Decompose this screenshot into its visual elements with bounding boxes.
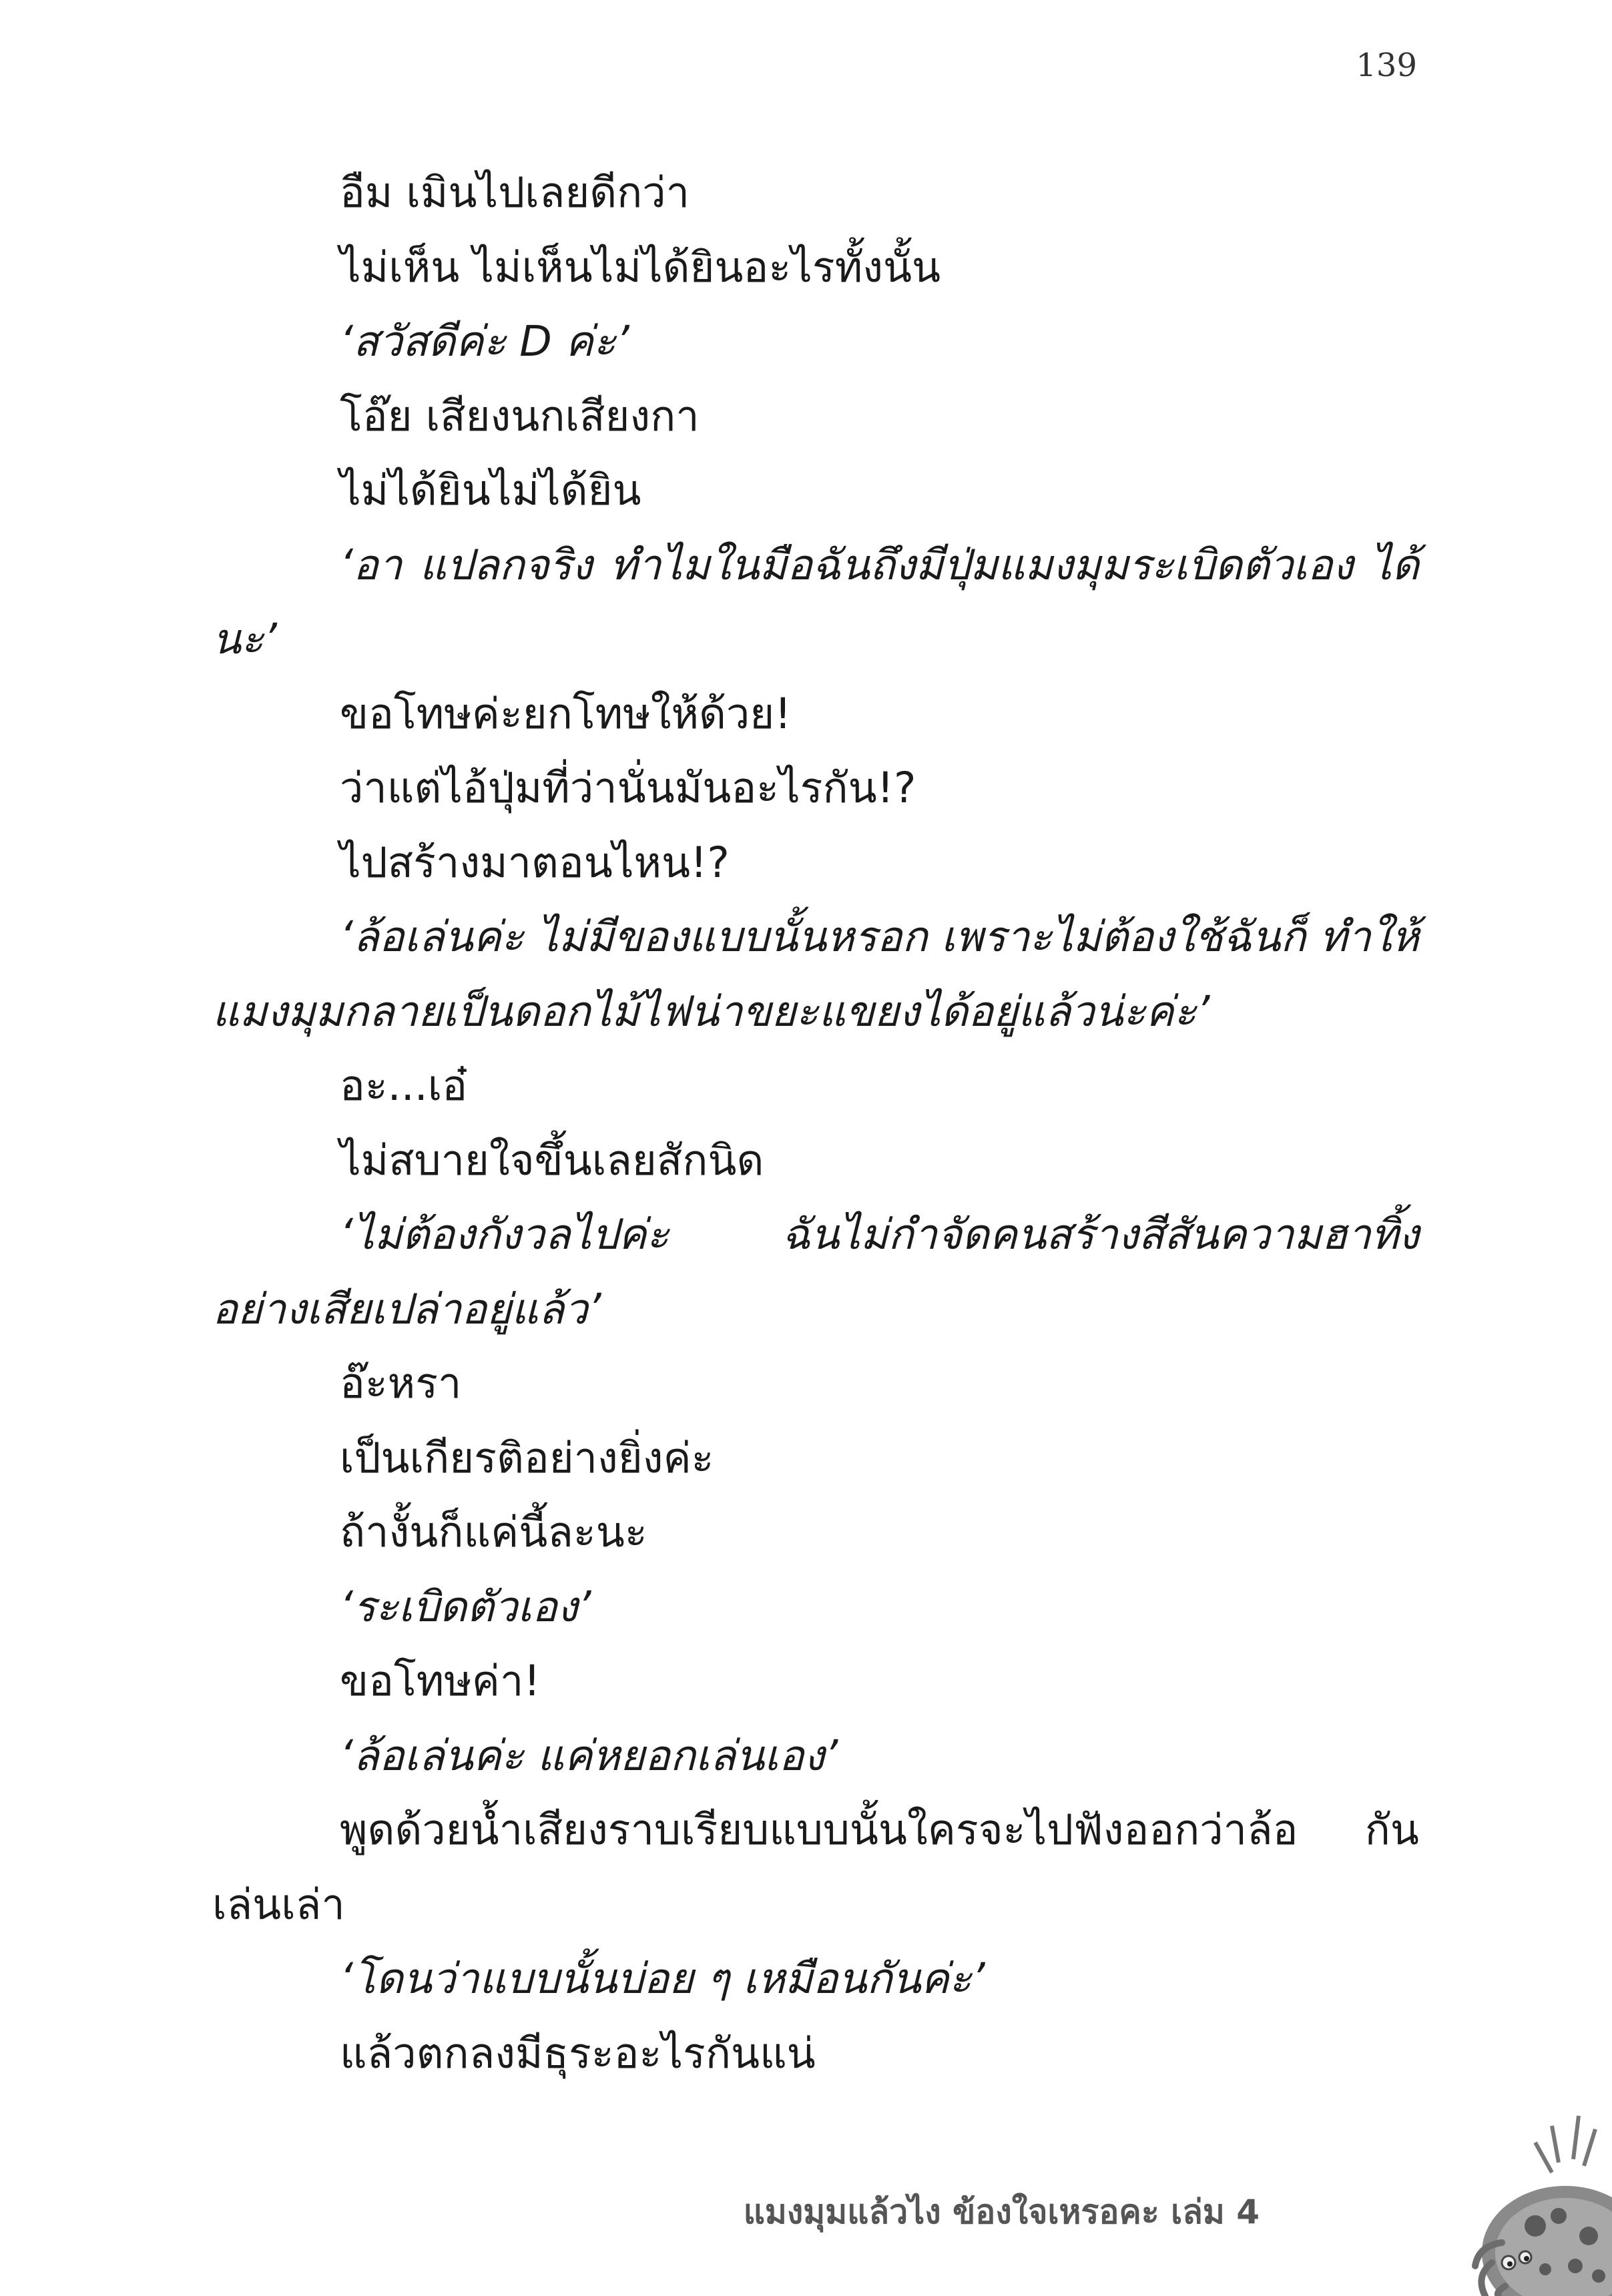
paragraph: ‘โดนว่าแบบนั้นบ่อย ๆ เหมือนกันค่ะ’ (340, 1954, 985, 2003)
paragraph: ถ้างั้นก็แค่นี้ละนะ (340, 1508, 647, 1556)
paragraph: ว่าแต่ไอ้ปุ่มที่ว่านั่นมันอะไรกัน!? (340, 764, 916, 812)
paragraph: อะ...เอ๋ (340, 1061, 468, 1110)
paragraph: ‘อา แปลกจริง ทำไมในมือฉันถึงมีปุ่มแมงมุมระเบิดตัวเอง ได้นะ’ (212, 540, 1419, 663)
body-text (212, 156, 1419, 2090)
paragraph: ‘ล้อเล่นค่ะ แค่หยอกเล่นเอง’ (340, 1731, 838, 1780)
spider-mascot-icon (1358, 2109, 1612, 2296)
footer-title: แมงมุมแล้วไง ข้องใจเหรอคะ เล่ม 4 (743, 2193, 1260, 2231)
paragraph: อ๊ะหรา (340, 1359, 462, 1408)
page-number: 139 (1356, 47, 1417, 84)
paragraph: อืม เมินไปเลยดีกว่า (340, 168, 690, 217)
paragraph: ไม่สบายใจขึ้นเลยสักนิด (340, 1135, 764, 1185)
paragraph: ขอโทษค่า! (340, 1657, 541, 1705)
paragraph: ไปสร้างมาตอนไหน!? (340, 838, 730, 887)
paragraph: แล้วตกลงมีธุระอะไรกันแน่ (340, 2028, 816, 2078)
paragraph: พูดด้วยน้ำเสียงราบเรียบแบบนั้นใครจะไปฟังออกว่าล้อ กันเล่นเล่า (212, 1805, 1419, 1929)
paragraph: โอ๊ย เสียงนกเสียงกา (340, 391, 700, 441)
paragraph: ไม่ได้ยินไม่ได้ยิน (340, 466, 641, 515)
paragraph: ‘ระเบิดตัวเอง’ (340, 1582, 591, 1631)
paragraph: ‘สวัสดีค่ะ D ค่ะ’ (340, 317, 629, 366)
paragraph: ‘ไม่ต้องกังวลไปค่ะ ฉันไม่กำจัดคนสร้างสีสันความฮาทิ้ง อย่างเสียเปล่าอยู่แล้ว’ (212, 1210, 1419, 1334)
paragraph: ไม่เห็น ไม่เห็นไม่ได้ยินอะไรทั้งนั้น (340, 242, 941, 292)
paragraph: ขอโทษค่ะยกโทษให้ด้วย! (340, 689, 792, 738)
paragraph: เป็นเกียรติอย่างยิ่งค่ะ (340, 1433, 714, 1482)
paragraph: ‘ล้อเล่นค่ะ ไม่มีของแบบนั้นหรอก เพราะไม่ต้องใช้ฉันก็ ทำให้แมงมุมกลายเป็นดอกไม้ไฟน่าขยะแขยงได้อยู่แล้วน่ะค่ะ’ (212, 912, 1419, 1036)
